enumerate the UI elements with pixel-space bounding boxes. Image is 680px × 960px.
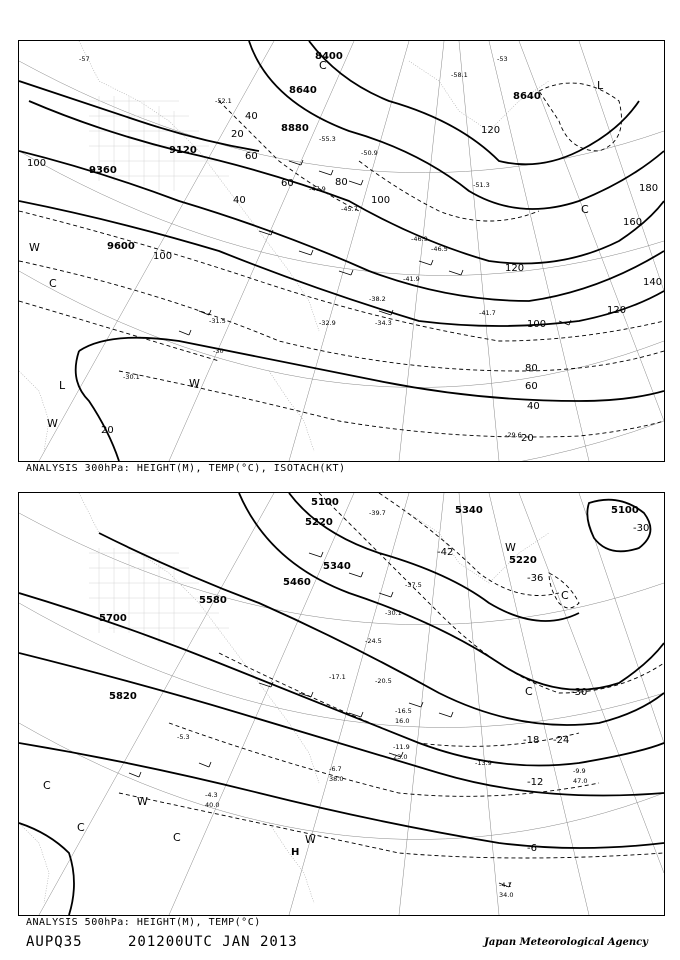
temp-contour-label: -30 (633, 523, 650, 534)
marker-cold: C (581, 203, 589, 216)
height-label-9360: 9360 (89, 165, 117, 176)
temp-label: -41.7 (479, 309, 496, 317)
station-label: -16.5 (395, 707, 412, 715)
height-label-5580: 5580 (199, 595, 227, 606)
isotach-label: 60 (245, 151, 258, 162)
wind-barbs (129, 552, 511, 887)
temp-label: -46.5 (431, 245, 448, 253)
agency-name: Japan Meteorological Agency (484, 937, 648, 948)
temp-label: -51.3 (473, 181, 490, 189)
isotach-label: 100 (153, 251, 173, 262)
height-label-8640b: 8640 (513, 91, 541, 102)
temp-label: -55.3 (319, 135, 336, 143)
temp-label: -32.9 (319, 319, 336, 327)
station-label: 23.0 (393, 753, 408, 761)
temp-contour-label: -24 (553, 735, 570, 746)
isotach-label: 100 (371, 195, 391, 206)
height-label-5340a: 5340 (455, 505, 483, 516)
isotach-label: 60 (525, 381, 538, 392)
marker-warm: W (29, 241, 40, 254)
station-label: -4.3 (205, 791, 218, 799)
isotach-label: 20 (521, 433, 534, 444)
caption-300hpa: ANALYSIS 300hPa: HEIGHT(M), TEMP(°C), ISOTACH(KT) (26, 463, 346, 474)
isotach-label: 120 (607, 305, 627, 316)
isotach-label: 160 (623, 217, 643, 228)
station-label: -6.7 (329, 765, 342, 773)
height-label-5340b: 5340 (323, 561, 351, 572)
isotach-label: 80 (525, 363, 538, 374)
isotach-label: 120 (481, 125, 501, 136)
temp-label: -38.2 (369, 295, 386, 303)
temp-label: -34.3 (375, 319, 392, 327)
temp-contour-label: -30 (571, 687, 588, 698)
station-label: 16.0 (395, 717, 410, 725)
height-label-9600: 9600 (107, 241, 135, 252)
height-label-5220: 5220 (305, 517, 333, 528)
isotach-label: 100 (527, 319, 547, 330)
temp-label: -53 (497, 55, 508, 63)
temp-contour-label: -12 (527, 777, 544, 788)
map-300hpa (18, 40, 665, 462)
station-label: -5.3 (177, 733, 190, 741)
station-label: -17.1 (329, 673, 346, 681)
temp-contour-label: -18 (523, 735, 540, 746)
temp-label: -58.1 (451, 71, 468, 79)
station-label: -37.5 (405, 581, 422, 589)
marker-high: H (291, 847, 300, 858)
station-label: -39.7 (369, 509, 386, 517)
marker-low: L (59, 379, 66, 392)
temp-label: -57 (79, 55, 90, 63)
temp-label: -46.9 (411, 235, 428, 243)
valid-time: 201200UTC JAN 2013 (128, 934, 298, 950)
chart-id: AUPQ35 (26, 934, 83, 950)
temp-label: -41.9 (403, 275, 420, 283)
temp-label: -29.6 (505, 431, 522, 439)
height-label-5220b: 5220 (509, 555, 537, 566)
height-label-5100: 5100 (311, 497, 339, 508)
temp-label: -45.7 (341, 205, 358, 213)
marker-warm: W (305, 833, 316, 846)
marker-cold: C (525, 685, 533, 698)
isotach-label: 40 (527, 401, 540, 412)
isotach-label: 80 (335, 177, 348, 188)
marker-cold: C (561, 589, 569, 602)
temp-label: -52.1 (215, 97, 232, 105)
station-label: -9.9 (573, 767, 586, 775)
marker-warm: W (189, 377, 200, 390)
isotach-label: 20 (101, 425, 114, 436)
temp-contour-label: -36 (527, 573, 544, 584)
temp-contour-label: -42 (437, 547, 454, 558)
height-label-5700: 5700 (99, 613, 127, 624)
temp-contour-label: -6 (527, 843, 537, 854)
isotach-label: 40 (233, 195, 246, 206)
map-300hpa-canvas (19, 41, 664, 461)
station-label: 34.0 (499, 891, 514, 899)
height-label-8400: 8400 (315, 51, 343, 62)
station-label: -24.5 (365, 637, 382, 645)
marker-low: L (597, 79, 604, 92)
station-label: -20.5 (375, 677, 392, 685)
map-500hpa (18, 492, 665, 916)
marker-cold: C (319, 59, 327, 72)
graticule (19, 493, 664, 915)
height-label-9120: 9120 (169, 145, 197, 156)
marker-warm: W (505, 541, 516, 554)
height-label-8880: 8880 (281, 123, 309, 134)
isotach-label: 140 (643, 277, 663, 288)
temp-label: -50.9 (361, 149, 378, 157)
temperature-contours (119, 493, 664, 858)
marker-warm: W (47, 417, 58, 430)
height-label-5820: 5820 (109, 691, 137, 702)
isotach-label: 100 (27, 158, 47, 169)
height-contours (19, 493, 664, 915)
map-500hpa-canvas (19, 493, 664, 915)
marker-cold: C (173, 831, 181, 844)
marker-cold: C (43, 779, 51, 792)
height-label-5100b: 5100 (611, 505, 639, 516)
marker-cold: C (77, 821, 85, 834)
station-label: 47.0 (573, 777, 588, 785)
temp-label: -47.9 (309, 185, 326, 193)
isotach-label: 120 (505, 263, 525, 274)
station-label: -30.1 (385, 609, 402, 617)
temp-label: -31.5 (209, 317, 226, 325)
height-label-5460: 5460 (283, 577, 311, 588)
wind-barbs (179, 160, 571, 335)
isotach-label: 60 (281, 178, 294, 189)
height-label-8640a: 8640 (289, 85, 317, 96)
caption-500hpa: ANALYSIS 500hPa: HEIGHT(M), TEMP(°C) (26, 917, 261, 928)
station-label: -13.9 (475, 759, 492, 767)
isotach-label: 20 (231, 129, 244, 140)
coastline (19, 41, 549, 451)
station-label: -4.1 (499, 881, 512, 889)
station-label: 40.0 (205, 801, 220, 809)
marker-warm: W (137, 795, 148, 808)
station-label: -11.9 (393, 743, 410, 751)
marker-cold: C (49, 277, 57, 290)
isotach-label: 40 (245, 111, 258, 122)
isotach-label: 180 (639, 183, 659, 194)
station-label: 38.0 (329, 775, 344, 783)
temp-label: -30.1 (123, 373, 140, 381)
temp-label: -30 (213, 347, 224, 355)
